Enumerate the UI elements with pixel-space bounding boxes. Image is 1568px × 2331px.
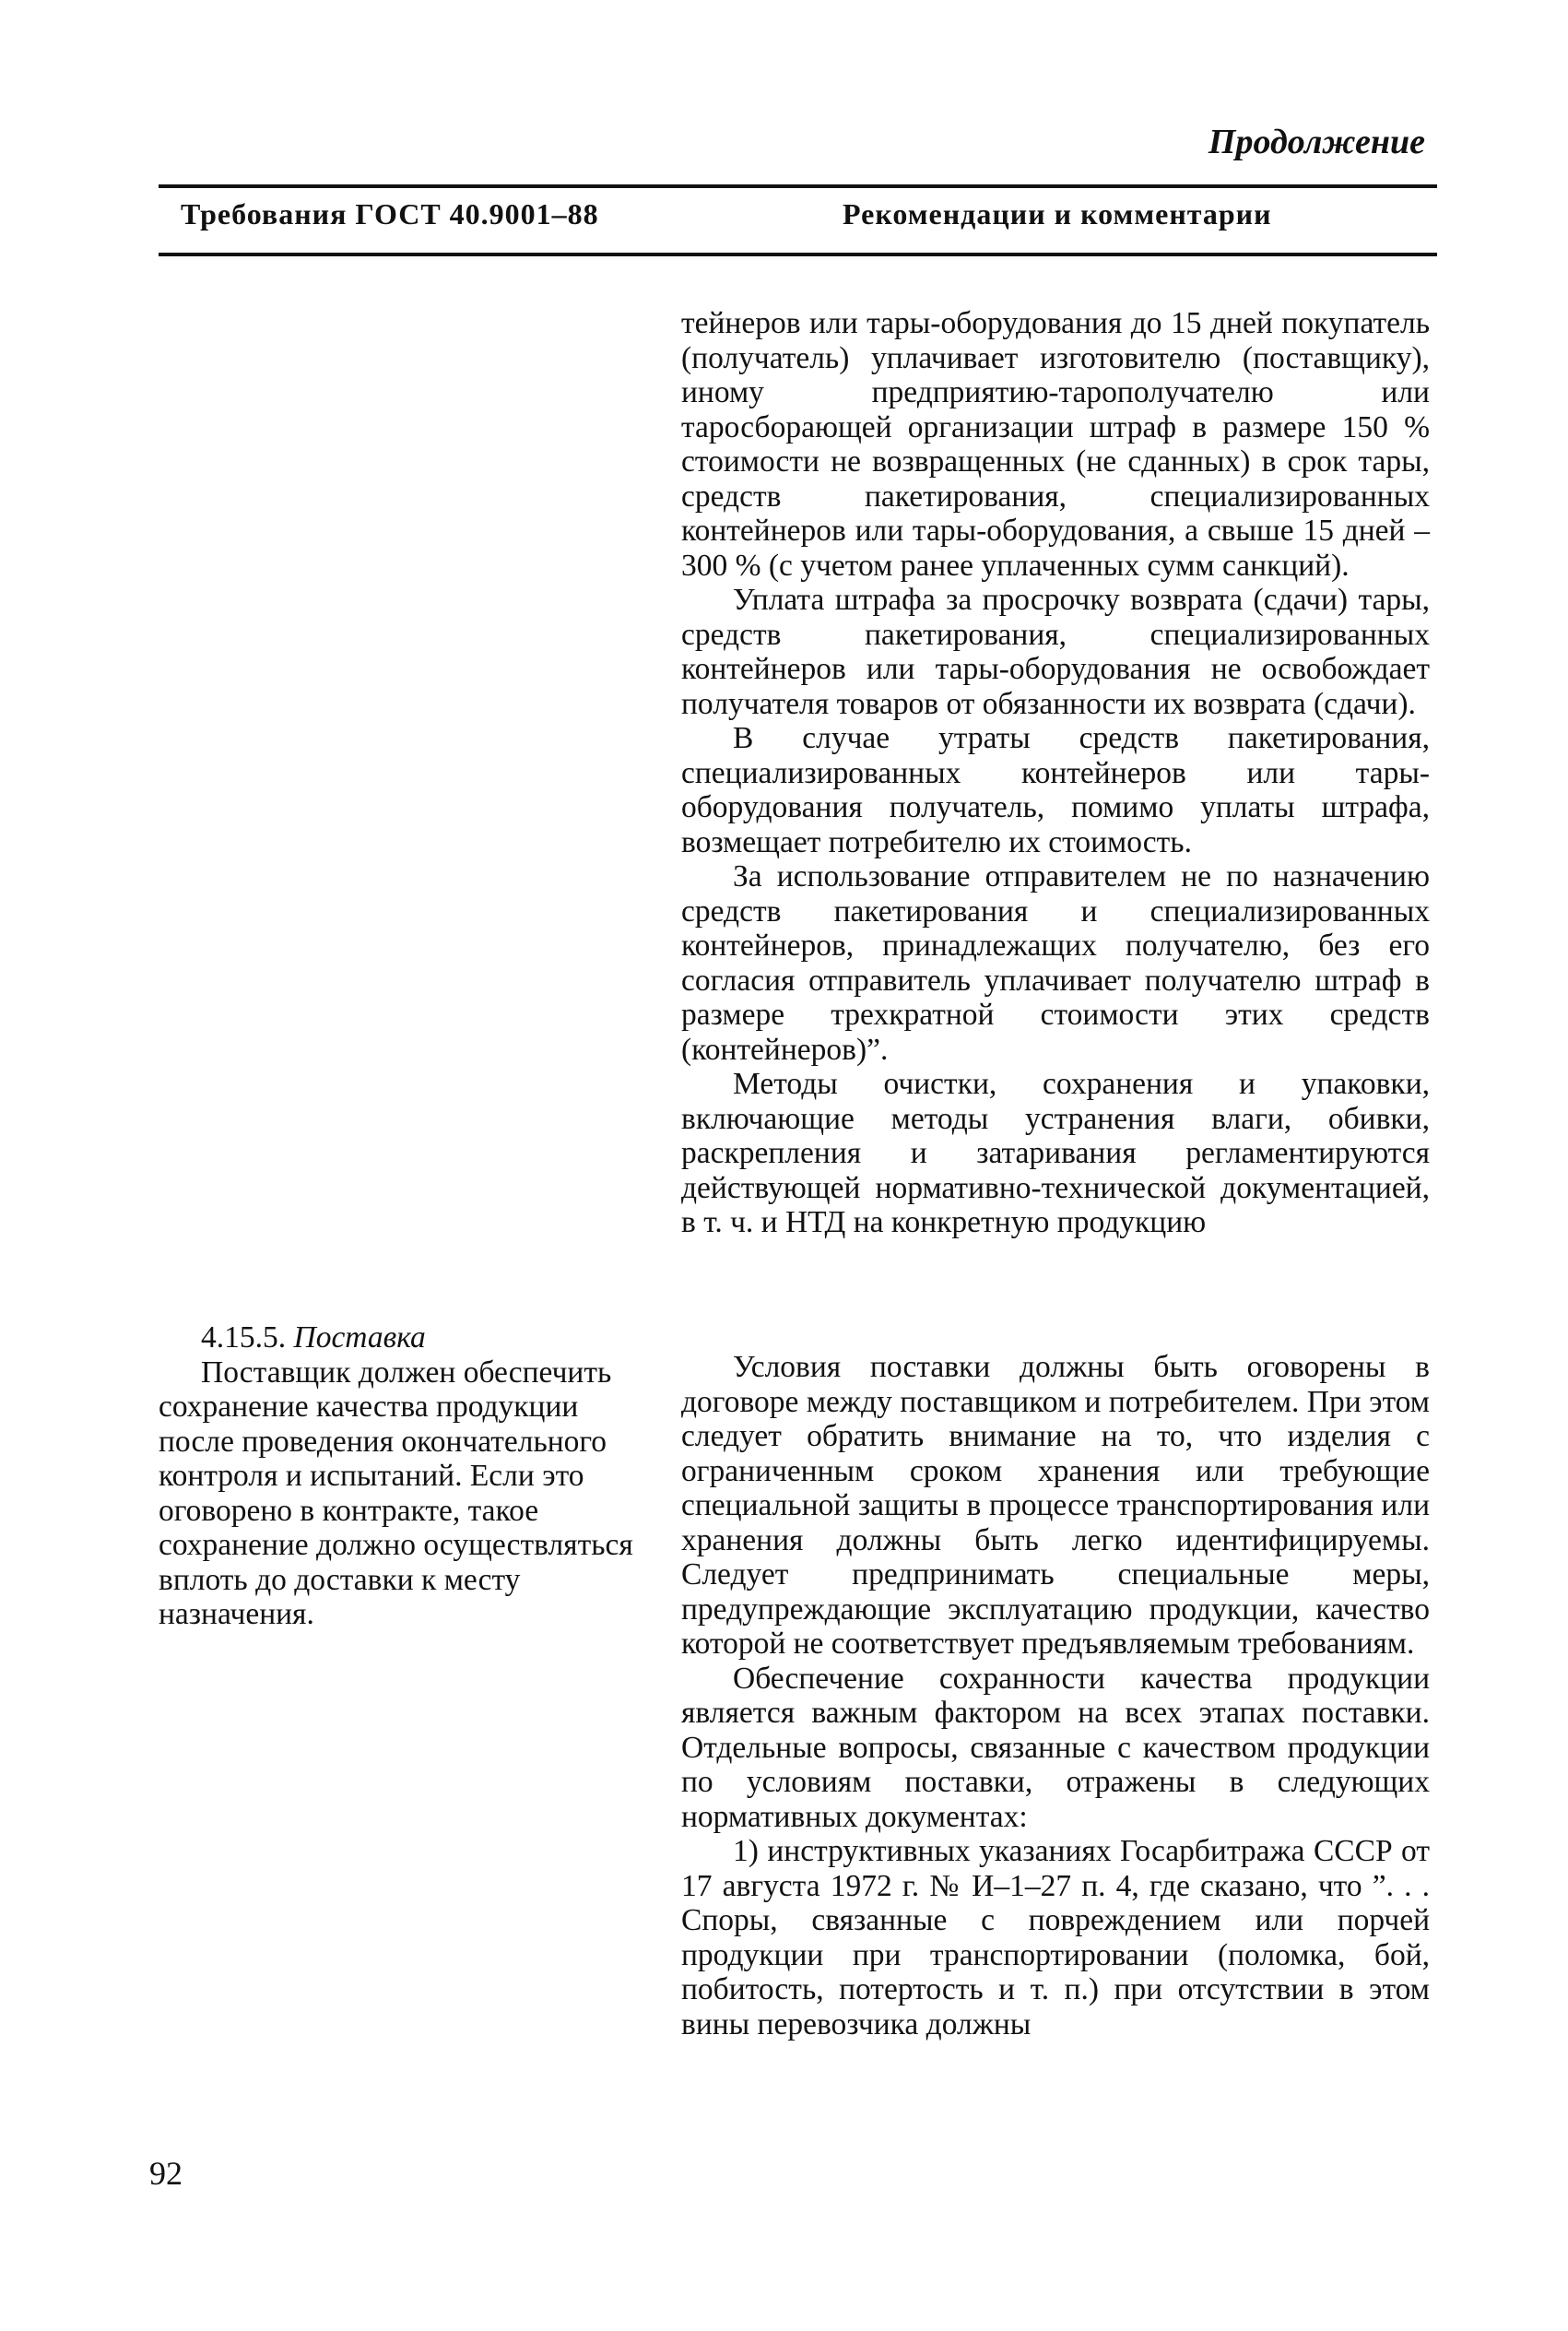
- right-paragraph-4: За использование отправителем не по назначению средств пакетирования и специализированных контейнеров, принадлежащих получателю, без его согласия отправитель уплачивает получателю штраф в размере трехкратной стоимости этих средств (контейнеров)”.: [681, 859, 1430, 1067]
- right-paragraph-3: В случае утраты средств пакетирования, специализированных контейнеров или тары-оборудования получатель, помимо уплаты штрафа, возмещает потребителю их стоимость.: [681, 721, 1430, 859]
- continuation-label: Продолжение: [1208, 123, 1425, 161]
- right-paragraph-7: Обеспечение сохранности качества продукции является важным фактором на всех этапах поставки. Отдельные вопросы, связанные с качеством продукции по условиям поставки, отражены в следующих нормативных документах:: [681, 1661, 1430, 1834]
- section-number: 4.15.5.: [201, 1320, 287, 1355]
- left-column: [159, 1320, 647, 1632]
- section-text: Поставщик должен обеспечить сохранение качества продукции после проведения окончательного контроля и испытаний. Если это оговорено в контракте, такое сохранение должно осуществляться вплоть до доставки к месту назначения.: [159, 1355, 633, 1631]
- header-bottom-rule: [159, 253, 1437, 256]
- right-column-top: [681, 306, 1430, 1240]
- right-paragraph-1: тейнеров или тары-оборудования до 15 дней покупатель (получатель) уплачивает изготовителю (поставщику), иному предприятию-тарополучателю или таросборающей организации штраф в размере 150 % стоимости не возвращенных (не сданных) в срок тары, средств пакетирования, специализированных контейнеров или тары-оборудования, а свыше 15 дней – 300 % (с учетом ранее уплаченных сумм санкций).: [681, 306, 1430, 583]
- right-paragraph-2: Уплата штрафа за просрочку возврата (сдачи) тары, средств пакетирования, специализированных контейнеров или тары-оборудования не освобождает получателя товаров от обязанности их возврата (сдачи).: [681, 583, 1430, 721]
- page-number: 92: [149, 2155, 183, 2192]
- section-heading: [159, 1320, 647, 1355]
- right-paragraph-6: Условия поставки должны быть оговорены в договоре между поставщиком и потребителем. При этом следует обратить внимание на то, что изделия с ограниченным сроком хранения или требующие специальной защиты в процессе транспортирования или хранения должны быть легко идентифицируемы. Следует предпринимать специальные меры, предупреждающие эксплуатацию продукции, качество которой не соответствует предъявляемым требованиям.: [681, 1350, 1430, 1661]
- section-title: Поставка: [293, 1320, 426, 1355]
- header-left-title: Требования ГОСТ 40.9001–88: [181, 197, 599, 231]
- right-column-bottom: [681, 1350, 1430, 2041]
- header-right-title: Рекомендации и комментарии: [843, 197, 1272, 231]
- header-top-rule: [159, 184, 1437, 188]
- right-paragraph-5: Методы очистки, сохранения и упаковки, включающие методы устранения влаги, обивки, раскрепления и затаривания регламентируются действующей нормативно-технической документацией, в т. ч. и НТД на конкретную продукцию: [681, 1067, 1430, 1239]
- right-paragraph-8: 1) инструктивных указаниях Госарбитража СССР от 17 августа 1972 г. № И–1–27 п. 4, где сказано, что ”. . . Споры, связанные с повреждением или порчей продукции при транспортировании (поломка, бой, побитость, потертость и т. п.) при отсутствии в этом вины перевозчика должны: [681, 1834, 1430, 2041]
